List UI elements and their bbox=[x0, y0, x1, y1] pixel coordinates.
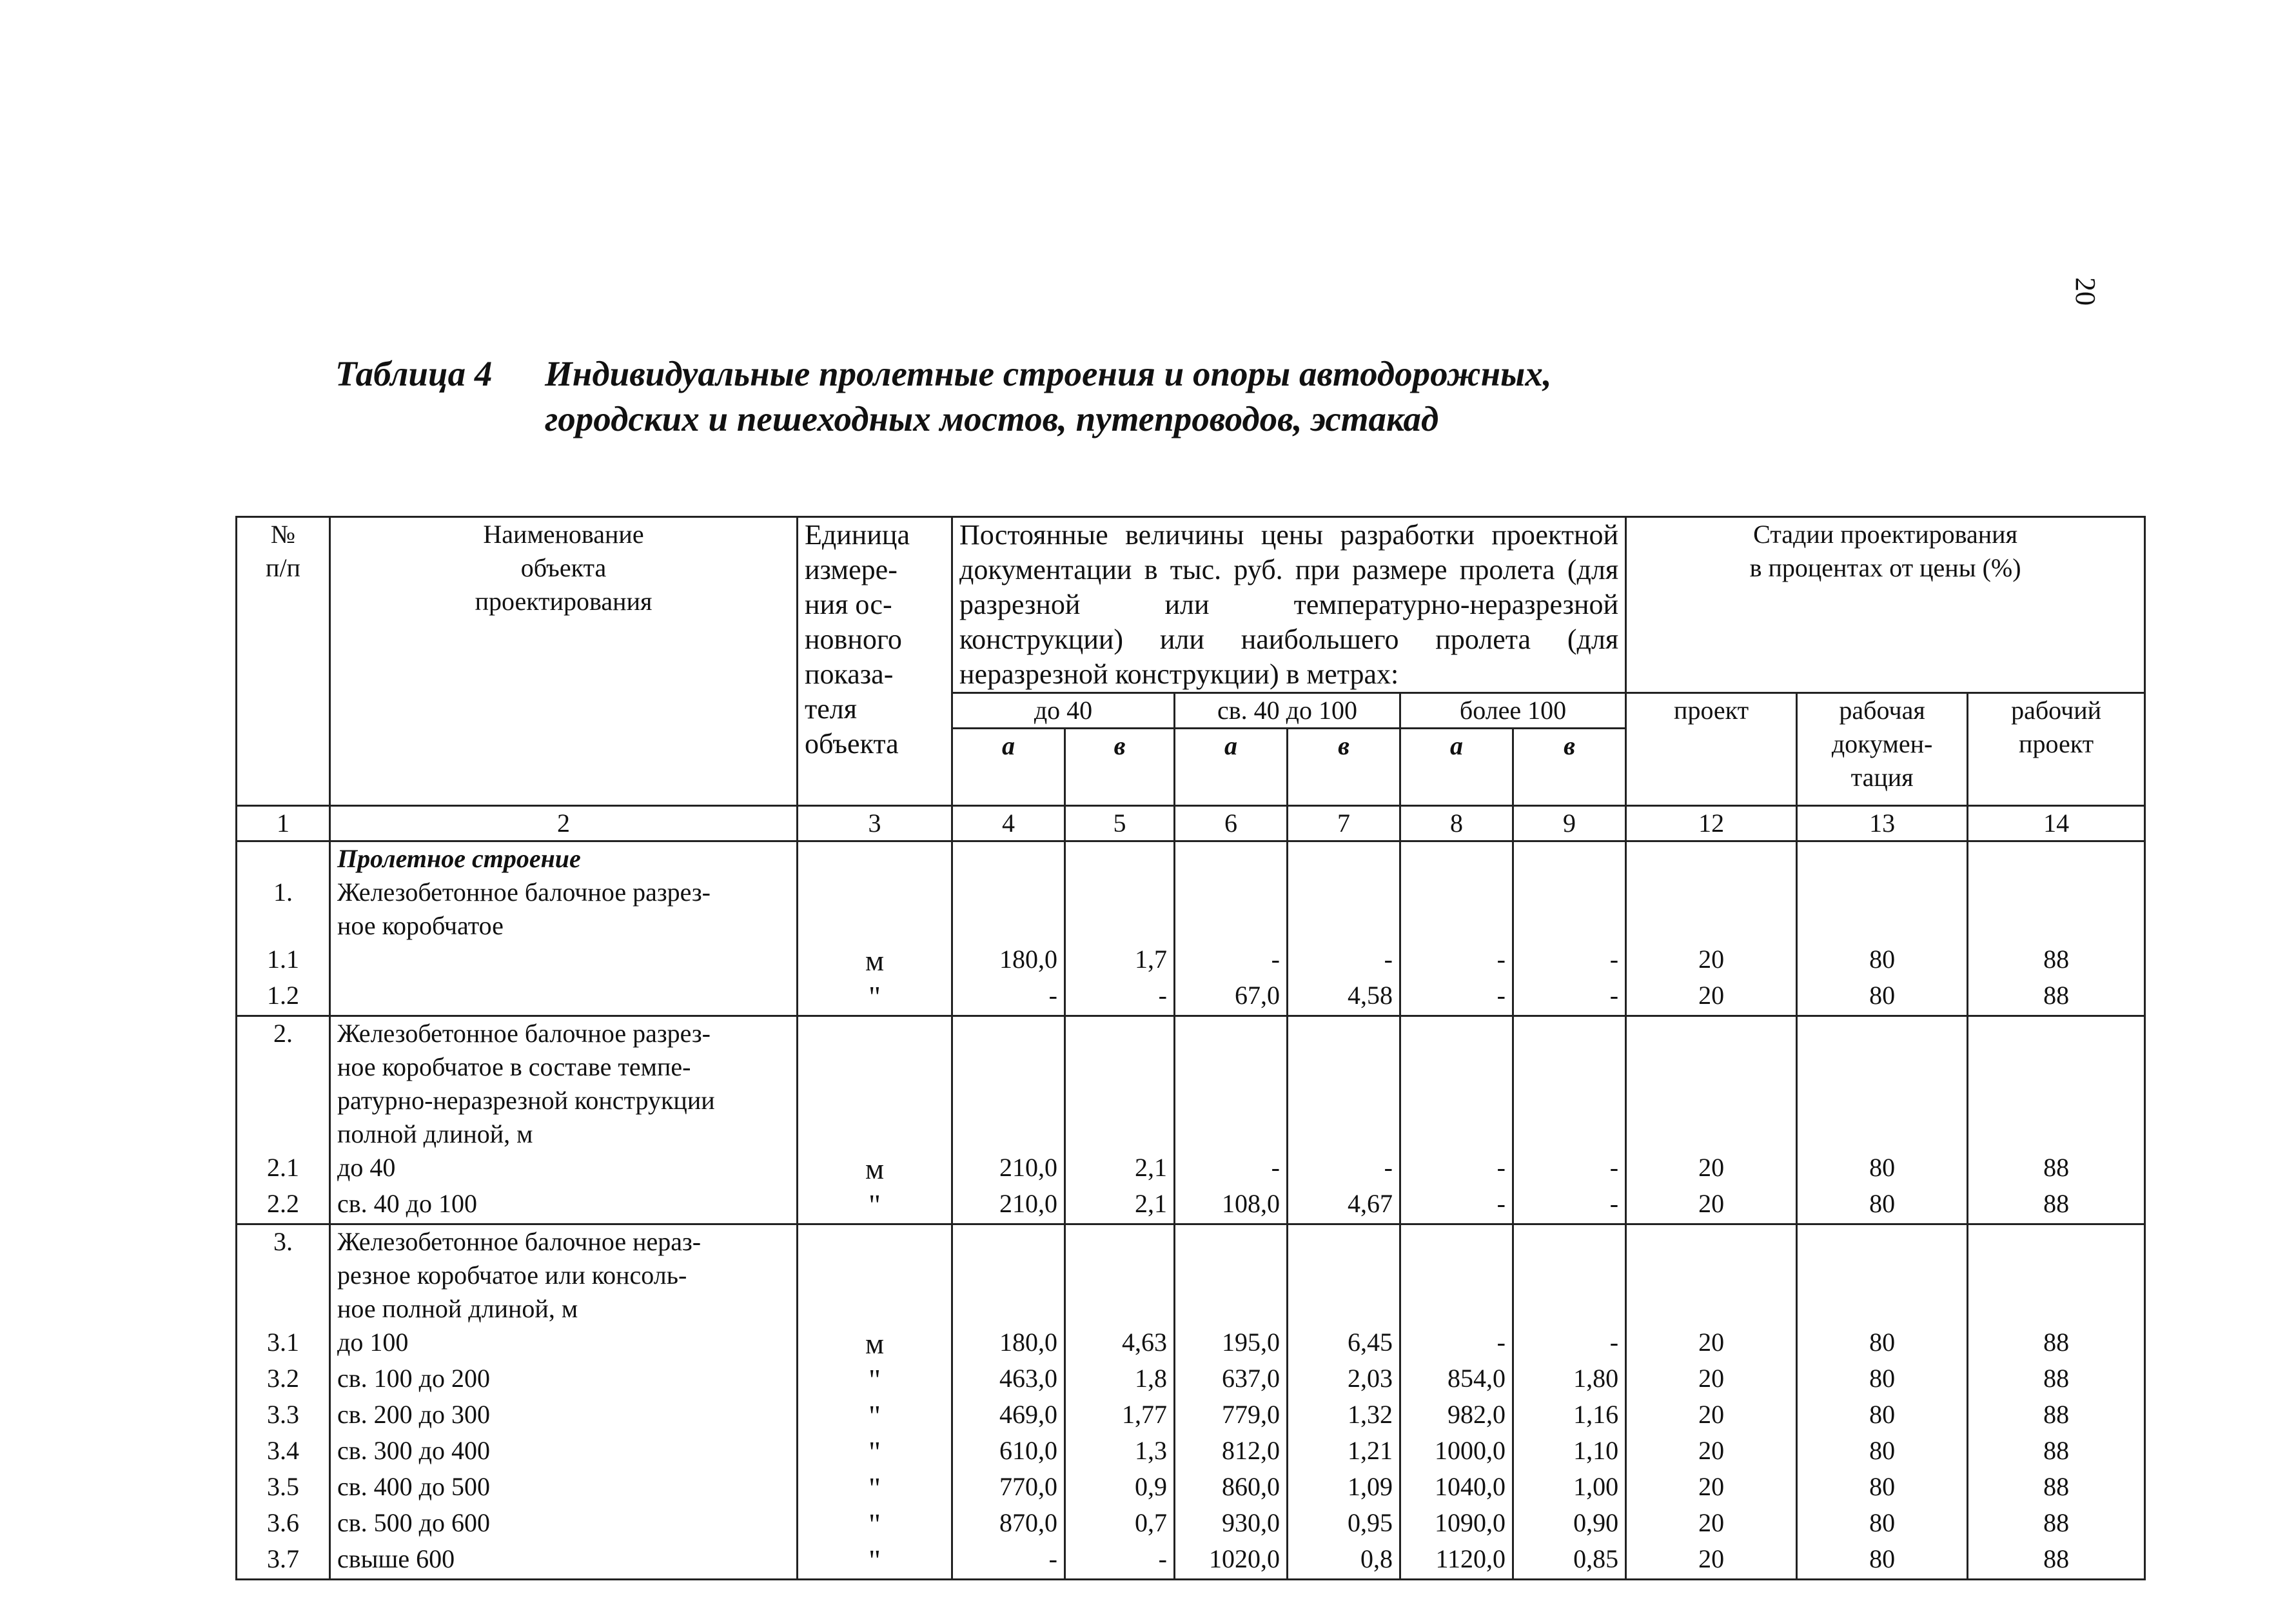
group-number: 3. bbox=[237, 1224, 330, 1326]
row-name bbox=[330, 979, 798, 1016]
stage-project: 20 bbox=[1626, 1506, 1797, 1542]
row-name: св. 100 до 200 bbox=[330, 1362, 798, 1398]
empty-cell bbox=[1175, 876, 1288, 943]
row-name: свыше 600 bbox=[330, 1542, 798, 1580]
row-unit: " bbox=[798, 1187, 952, 1224]
value-4: 770,0 bbox=[952, 1470, 1065, 1506]
section-title: Пролетное строение bbox=[330, 841, 798, 876]
row-number: 1.2 bbox=[237, 979, 330, 1016]
stage-working-docs: 80 bbox=[1797, 979, 1968, 1016]
stage-project: 20 bbox=[1626, 943, 1797, 979]
row-unit: " bbox=[798, 1542, 952, 1580]
value-7: 2,03 bbox=[1288, 1362, 1400, 1398]
value-8: - bbox=[1400, 1151, 1513, 1187]
stage-working-docs: 80 bbox=[1797, 1398, 1968, 1434]
stage-working-docs: 80 bbox=[1797, 1326, 1968, 1362]
stage-working-project: 88 bbox=[1968, 1326, 2145, 1362]
row-number: 2.2 bbox=[237, 1187, 330, 1224]
header-b: в bbox=[1065, 729, 1175, 806]
empty-cell bbox=[1513, 876, 1626, 943]
stage-working-project: 88 bbox=[1968, 1151, 2145, 1187]
header-range-40-100: св. 40 до 100 bbox=[1175, 693, 1400, 729]
value-8: - bbox=[1400, 979, 1513, 1016]
stage-working-project: 88 bbox=[1968, 1506, 2145, 1542]
caption-title-line2: городских и пешеходных мостов, путепроводов, эстакад bbox=[545, 399, 1439, 438]
header-stage-working-project: рабочий проект bbox=[1968, 693, 2145, 806]
row-number: 1.1 bbox=[237, 943, 330, 979]
caption-title-line1: Индивидуальные пролетные строения и опоры автодорожных, bbox=[545, 354, 1552, 393]
value-9: - bbox=[1513, 1151, 1626, 1187]
stage-working-project: 88 bbox=[1968, 943, 2145, 979]
empty-cell bbox=[952, 1016, 1065, 1152]
stage-project: 20 bbox=[1626, 1398, 1797, 1434]
value-5: - bbox=[1065, 1542, 1175, 1580]
header-a: а bbox=[952, 729, 1065, 806]
value-7: 4,58 bbox=[1288, 979, 1400, 1016]
stage-project: 20 bbox=[1626, 1362, 1797, 1398]
col-number: 4 bbox=[952, 806, 1065, 841]
value-9: 0,90 bbox=[1513, 1506, 1626, 1542]
table-row bbox=[237, 1398, 2145, 1434]
empty-cell bbox=[1797, 876, 1968, 943]
table-row bbox=[237, 943, 2145, 979]
header-prices: Постоянные величины цены разработки проектной документации в тыс. руб. при размере пролета (для разрезной или температурно-неразрезной конструкции) или наибольшего пролета (для неразрезной конструкции) в метрах: bbox=[952, 517, 1626, 693]
row-unit: м bbox=[798, 1326, 952, 1362]
table-row bbox=[237, 1151, 2145, 1187]
value-5: 0,9 bbox=[1065, 1470, 1175, 1506]
value-5: 1,8 bbox=[1065, 1362, 1175, 1398]
empty-cell bbox=[1400, 1224, 1513, 1326]
value-4: 463,0 bbox=[952, 1362, 1065, 1398]
stage-project: 20 bbox=[1626, 979, 1797, 1016]
stage-working-project: 88 bbox=[1968, 1434, 2145, 1470]
stage-working-docs: 80 bbox=[1797, 1506, 1968, 1542]
row-number: 3.5 bbox=[237, 1470, 330, 1506]
value-4: 210,0 bbox=[952, 1151, 1065, 1187]
group-number: 1. bbox=[237, 876, 330, 943]
table-row bbox=[237, 1326, 2145, 1362]
value-8: 1000,0 bbox=[1400, 1434, 1513, 1470]
stage-working-docs: 80 bbox=[1797, 1151, 1968, 1187]
header-b: в bbox=[1513, 729, 1626, 806]
stage-working-project: 88 bbox=[1968, 1187, 2145, 1224]
value-9: 1,16 bbox=[1513, 1398, 1626, 1434]
empty-cell bbox=[1288, 876, 1400, 943]
value-5: 1,7 bbox=[1065, 943, 1175, 979]
empty-cell bbox=[1400, 1016, 1513, 1152]
value-4: 870,0 bbox=[952, 1506, 1065, 1542]
stage-project: 20 bbox=[1626, 1326, 1797, 1362]
value-7: 1,21 bbox=[1288, 1434, 1400, 1470]
empty-cell bbox=[1288, 1224, 1400, 1326]
stage-working-docs: 80 bbox=[1797, 1187, 1968, 1224]
value-5: 2,1 bbox=[1065, 1187, 1175, 1224]
value-4: 610,0 bbox=[952, 1434, 1065, 1470]
row-unit: " bbox=[798, 1398, 952, 1434]
column-number-row bbox=[237, 806, 2145, 841]
value-4: - bbox=[952, 1542, 1065, 1580]
header-name: Наименование объекта проектирования bbox=[330, 517, 798, 806]
value-6: 812,0 bbox=[1175, 1434, 1288, 1470]
value-8: 1090,0 bbox=[1400, 1506, 1513, 1542]
value-6: 1020,0 bbox=[1175, 1542, 1288, 1580]
row-number: 3.2 bbox=[237, 1362, 330, 1398]
row-number: 3.4 bbox=[237, 1434, 330, 1470]
group-title-row bbox=[237, 1016, 2145, 1152]
stage-project: 20 bbox=[1626, 1470, 1797, 1506]
row-unit: " bbox=[798, 1470, 952, 1506]
table-row bbox=[237, 1542, 2145, 1580]
value-4: 180,0 bbox=[952, 943, 1065, 979]
empty-cell bbox=[1797, 1224, 1968, 1326]
col-number: 13 bbox=[1797, 806, 1968, 841]
empty-cell bbox=[1626, 1224, 1797, 1326]
stage-working-project: 88 bbox=[1968, 1542, 2145, 1580]
stage-working-project: 88 bbox=[1968, 979, 2145, 1016]
row-name: св. 200 до 300 bbox=[330, 1398, 798, 1434]
empty-cell bbox=[1968, 1016, 2145, 1152]
value-4: 210,0 bbox=[952, 1187, 1065, 1224]
value-5: - bbox=[1065, 979, 1175, 1016]
row-name: до 40 bbox=[330, 1151, 798, 1187]
empty-cell bbox=[952, 876, 1065, 943]
group-title-row bbox=[237, 876, 2145, 943]
table-row bbox=[237, 1187, 2145, 1224]
value-7: 4,67 bbox=[1288, 1187, 1400, 1224]
row-name: св. 300 до 400 bbox=[330, 1434, 798, 1470]
value-7: 6,45 bbox=[1288, 1326, 1400, 1362]
row-unit: " bbox=[798, 979, 952, 1016]
empty-cell bbox=[1968, 876, 2145, 943]
header-row-1 bbox=[237, 517, 2145, 693]
stage-working-docs: 80 bbox=[1797, 1362, 1968, 1398]
empty-cell bbox=[1065, 1016, 1175, 1152]
col-number: 12 bbox=[1626, 806, 1797, 841]
value-5: 1,77 bbox=[1065, 1398, 1175, 1434]
col-number: 5 bbox=[1065, 806, 1175, 841]
group-title: Железобетонное балочное разрез- ное коробчатое в составе темпе- ратурно-неразрезной конструкции полной длиной, м bbox=[330, 1016, 798, 1152]
value-6: 108,0 bbox=[1175, 1187, 1288, 1224]
value-8: 854,0 bbox=[1400, 1362, 1513, 1398]
empty-cell bbox=[1626, 1016, 1797, 1152]
row-number: 3.3 bbox=[237, 1398, 330, 1434]
header-unit: Единица измере- ния ос- новного показа- теля объекта bbox=[798, 517, 952, 806]
col-number: 1 bbox=[237, 806, 330, 841]
header-range-over100: более 100 bbox=[1400, 693, 1626, 729]
row-number: 3.1 bbox=[237, 1326, 330, 1362]
value-6: 195,0 bbox=[1175, 1326, 1288, 1362]
value-8: 1040,0 bbox=[1400, 1470, 1513, 1506]
group-title: Железобетонное балочное разрез- ное коробчатое bbox=[330, 876, 798, 943]
value-8: 1120,0 bbox=[1400, 1542, 1513, 1580]
empty-cell bbox=[798, 1016, 952, 1152]
empty-cell bbox=[1797, 1016, 1968, 1152]
section-title-row bbox=[237, 841, 2145, 876]
value-8: 982,0 bbox=[1400, 1398, 1513, 1434]
row-name: до 100 bbox=[330, 1326, 798, 1362]
value-9: 1,80 bbox=[1513, 1362, 1626, 1398]
empty-cell bbox=[1175, 1224, 1288, 1326]
empty-cell bbox=[1626, 876, 1797, 943]
group-title: Железобетонное балочное нераз- резное коробчатое или консоль- ное полной длиной, м bbox=[330, 1224, 798, 1326]
stage-project: 20 bbox=[1626, 1542, 1797, 1580]
table-row bbox=[237, 1434, 2145, 1470]
row-name: св. 500 до 600 bbox=[330, 1506, 798, 1542]
col-number: 14 bbox=[1968, 806, 2145, 841]
stage-working-docs: 80 bbox=[1797, 1434, 1968, 1470]
table-row bbox=[237, 1362, 2145, 1398]
value-8: - bbox=[1400, 1187, 1513, 1224]
stage-project: 20 bbox=[1626, 1434, 1797, 1470]
value-6: 637,0 bbox=[1175, 1362, 1288, 1398]
col-number: 8 bbox=[1400, 806, 1513, 841]
stage-project: 20 bbox=[1626, 1151, 1797, 1187]
value-6: 930,0 bbox=[1175, 1506, 1288, 1542]
value-4: 469,0 bbox=[952, 1398, 1065, 1434]
value-6: 860,0 bbox=[1175, 1470, 1288, 1506]
page-number: 20 bbox=[2070, 277, 2101, 306]
stage-working-docs: 80 bbox=[1797, 943, 1968, 979]
row-unit: м bbox=[798, 1151, 952, 1187]
value-5: 1,3 bbox=[1065, 1434, 1175, 1470]
row-name bbox=[330, 943, 798, 979]
value-6: - bbox=[1175, 943, 1288, 979]
empty-cell bbox=[1513, 1224, 1626, 1326]
value-9: 0,85 bbox=[1513, 1542, 1626, 1580]
value-9: - bbox=[1513, 979, 1626, 1016]
header-stages: Стадии проектирования в процентах от цены (%) bbox=[1626, 517, 2145, 693]
table-row bbox=[237, 979, 2145, 1016]
empty-cell bbox=[1065, 1224, 1175, 1326]
row-name: св. 40 до 100 bbox=[330, 1187, 798, 1224]
value-7: 1,32 bbox=[1288, 1398, 1400, 1434]
value-5: 0,7 bbox=[1065, 1506, 1175, 1542]
empty-cell bbox=[798, 1224, 952, 1326]
row-unit: " bbox=[798, 1434, 952, 1470]
stage-working-docs: 80 bbox=[1797, 1470, 1968, 1506]
group-title-row bbox=[237, 1224, 2145, 1326]
col-number: 7 bbox=[1288, 806, 1400, 841]
stage-working-project: 88 bbox=[1968, 1398, 2145, 1434]
col-number: 2 bbox=[330, 806, 798, 841]
value-7: 0,8 bbox=[1288, 1542, 1400, 1580]
value-4: - bbox=[952, 979, 1065, 1016]
row-unit: м bbox=[798, 943, 952, 979]
value-7: 1,09 bbox=[1288, 1470, 1400, 1506]
header-a: а bbox=[1175, 729, 1288, 806]
row-unit: " bbox=[798, 1506, 952, 1542]
col-number: 6 bbox=[1175, 806, 1288, 841]
header-b: в bbox=[1288, 729, 1400, 806]
stage-project: 20 bbox=[1626, 1187, 1797, 1224]
value-4: 180,0 bbox=[952, 1326, 1065, 1362]
empty-cell bbox=[1513, 1016, 1626, 1152]
row-number: 3.7 bbox=[237, 1542, 330, 1580]
row-number: 3.6 bbox=[237, 1506, 330, 1542]
header-stage-working-docs: рабочая докумен- тация bbox=[1797, 693, 1968, 806]
table-caption bbox=[335, 351, 1883, 442]
header-range-to40: до 40 bbox=[952, 693, 1175, 729]
value-6: 779,0 bbox=[1175, 1398, 1288, 1434]
stage-working-docs: 80 bbox=[1797, 1542, 1968, 1580]
group-number: 2. bbox=[237, 1016, 330, 1152]
empty-cell bbox=[1288, 1016, 1400, 1152]
value-7: - bbox=[1288, 943, 1400, 979]
value-6: - bbox=[1175, 1151, 1288, 1187]
empty-cell bbox=[1968, 1224, 2145, 1326]
row-name: св. 400 до 500 bbox=[330, 1470, 798, 1506]
col-number: 9 bbox=[1513, 806, 1626, 841]
value-7: 0,95 bbox=[1288, 1506, 1400, 1542]
header-stage-project: проект bbox=[1626, 693, 1797, 806]
value-8: - bbox=[1400, 1326, 1513, 1362]
value-5: 4,63 bbox=[1065, 1326, 1175, 1362]
header-num: № п/п bbox=[237, 517, 330, 806]
empty-cell bbox=[1065, 876, 1175, 943]
empty-cell bbox=[952, 1224, 1065, 1326]
row-number: 2.1 bbox=[237, 1151, 330, 1187]
value-7: - bbox=[1288, 1151, 1400, 1187]
empty-cell bbox=[1175, 1016, 1288, 1152]
caption-label: Таблица 4 bbox=[335, 354, 493, 393]
value-8: - bbox=[1400, 943, 1513, 979]
value-6: 67,0 bbox=[1175, 979, 1288, 1016]
header-a: а bbox=[1400, 729, 1513, 806]
stage-working-project: 88 bbox=[1968, 1362, 2145, 1398]
value-9: - bbox=[1513, 943, 1626, 979]
empty-cell bbox=[1400, 876, 1513, 943]
value-9: 1,00 bbox=[1513, 1470, 1626, 1506]
table-row bbox=[237, 1506, 2145, 1542]
value-9: - bbox=[1513, 1326, 1626, 1362]
price-table bbox=[235, 516, 2146, 1580]
stage-working-project: 88 bbox=[1968, 1470, 2145, 1506]
col-number: 3 bbox=[798, 806, 952, 841]
empty-cell bbox=[798, 876, 952, 943]
row-unit: " bbox=[798, 1362, 952, 1398]
value-9: - bbox=[1513, 1187, 1626, 1224]
table-row bbox=[237, 1470, 2145, 1506]
value-9: 1,10 bbox=[1513, 1434, 1626, 1470]
value-5: 2,1 bbox=[1065, 1151, 1175, 1187]
